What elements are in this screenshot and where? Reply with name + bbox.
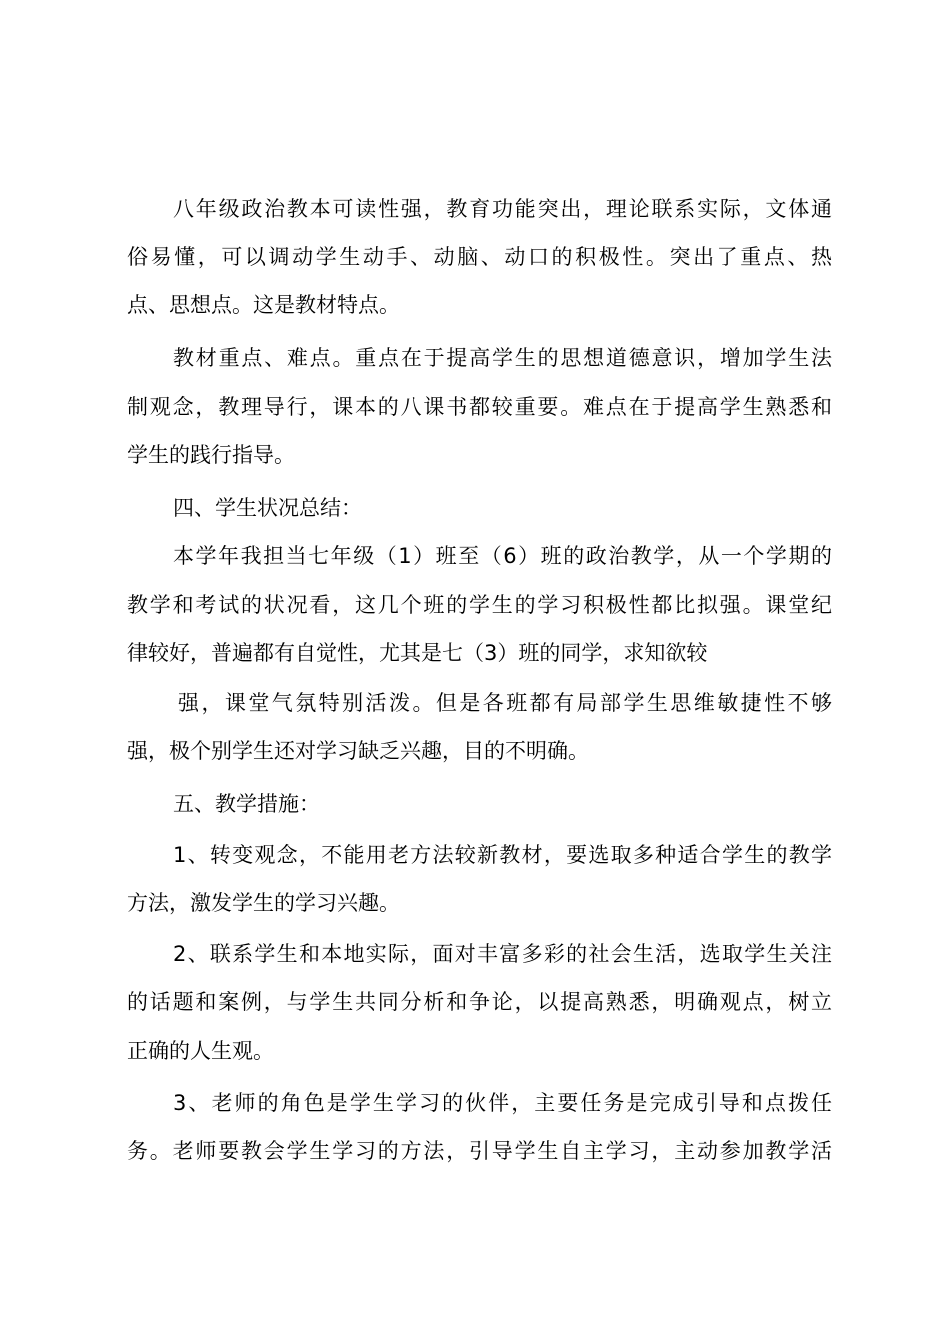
list-item-line: 3、老师的角色是学生学习的伙伴，主要任务是完成引导和点拨任	[173, 1091, 832, 1115]
paragraph-line: 八年级政治教本可读性强，教育功能突出，理论联系实际，文体通	[173, 197, 832, 221]
list-item-line: 正确的人生观。	[127, 1039, 274, 1063]
paragraph-line: 律较好，普遍都有自觉性，尤其是七（3）班的同学，求知欲较	[127, 641, 708, 665]
list-item-line: 方法，激发学生的学习兴趣。	[127, 891, 400, 915]
paragraph-line: 学生的践行指导。	[127, 443, 295, 467]
section-heading: 四、学生状况总结：	[173, 496, 362, 520]
paragraph-line: 俗易懂，可以调动学生动手、动脑、动口的积极性。突出了重点、热	[127, 245, 832, 269]
paragraph-line: 制观念，教理导行，课本的八课书都较重要。难点在于提高学生熟悉和	[127, 395, 832, 419]
paragraph-line: 教材重点、难点。重点在于提高学生的思想道德意识，增加学生法	[173, 346, 832, 370]
paragraph-line: 本学年我担当七年级（1）班至（6）班的政治教学，从一个学期的	[173, 544, 832, 568]
list-item-line: 2、联系学生和本地实际，面对丰富多彩的社会生活，选取学生关注	[173, 942, 832, 966]
paragraph-line: 教学和考试的状况看，这几个班的学生的学习积极性都比拟强。课堂纪	[127, 593, 832, 617]
section-heading: 五、教学措施：	[173, 792, 320, 816]
list-item-line: 1、转变观念，不能用老方法较新教材，要选取多种适合学生的教学	[173, 843, 832, 867]
paragraph-line: 强，极个别学生还对学习缺乏兴趣，目的不明确。	[127, 739, 589, 763]
list-item-line: 务。老师要教会学生学习的方法，引导学生自主学习，主动参加教学活	[127, 1139, 832, 1163]
paragraph-line: 点、思想点。这是教材特点。	[127, 293, 400, 317]
list-item-line: 的话题和案例，与学生共同分析和争论，以提高熟悉，明确观点，树立	[127, 990, 832, 1014]
paragraph-line: 强，课堂气氛特别活泼。但是各班都有局部学生思维敏捷性不够	[178, 691, 832, 715]
